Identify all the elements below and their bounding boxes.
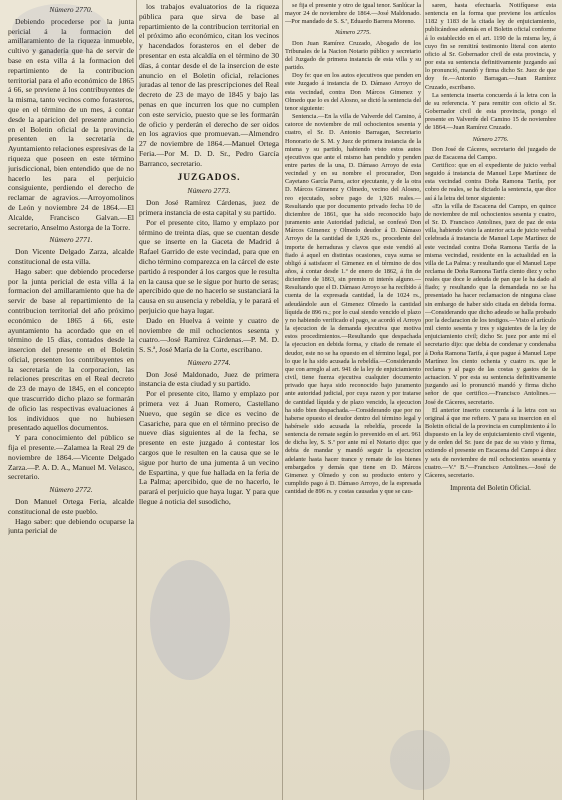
paragraph: El anterior inserto concuerda á la letra con su original á que me refiero. Y para su insercion en el Boletin oficial de la provincia en cumplimiento á lo dispuesto en la ley de enjuiciamiento civil vigente, y de orden del Sr. juez de paz de su visto y firma, extiendo el presente en Escacena del Campo á diez y seis de noviembre de mil ochocientos sesenta y cuatro.—V.º B.º—Francisco Antolines.—José de Cáceres, secretario. — [425, 406, 556, 479]
notice-number: Número 2773. — [187, 186, 231, 196]
notice-number: Número 2776. — [472, 135, 509, 143]
paragraph: Dado en Huelva á veinte y cuatro de noviembre de mil ochocientos sesenta y cuatro.—José Ramírez Cárdenas.—P. M. D. S. S.ª, José María de la Corte, escribano. — [139, 315, 279, 355]
paragraph: Hago saber: que debiendo procederse por la junta pericial de esta villa á la formacion del amillaramiento que ha de servir de base al repartimiento de la contribucion territorial del año próximo económico de 1865 á 66, este ayuntamiento ha acordado que en el término de 15 días, contados desde la insercion del presente en el Boletin oficial, presenten los contribuyentes en la secretaría de la corporacion, las relaciones prescritas en el Real decreto de 23 de mayo de 1845, en el concepto que trascurrido dicho plazo se formarán de oficio las respectivas evaluaciones á los individuos que no hubiesen presentado aquellos documentos. — [8, 266, 134, 433]
paragraph: Hago saber: que debiendo ocuparse la junta pericial de — [8, 516, 134, 536]
notice-number: Número 2771. — [49, 235, 93, 245]
paragraph: se fija el presente y otro de igual tenor. Sanlúcar la mayor 24 de noviembre de 1864.—José Maldonado.—Por mandado de S. S.ª, Eduardo Barrera Moreno. — [285, 2, 421, 26]
paragraph: La sentencia inserta concuerda á la letra con la de su referencia. Y para remitir con oficio al Sr. Gobernador civil de esta provincia, pongo el presente en Valverde del Camino 15 de noviembre de 1864.—Juan Ramírez Cruzado. — [425, 91, 556, 132]
column-4 — [425, 2, 556, 798]
paragraph: Certifico: que en el expediente de juicio verbal seguido á instancia de Manuel Lepe Martínez de esta vecindad contra Doña Ramona Tarifa, por cobro de reales, se ha dictado la sentencia, que dice así á la letra del tenor siguiente: — [425, 161, 556, 202]
paragraph: Sentencia.—En la villa de Valverde del Camino, á catorce de noviembre de mil ochocientos sesenta y cuatro, el Sr. D. Antonio Barragan, Secretario Honorario de S. M. y Juez de primera instancia de la misma y su partido, habiendo visto estos autos ejecutivos que ante el mismo han pendido y penden entre partes de la una, D. Dámaso Arroyo de esta vecindad y en su nombre el procurador, Don Cayetano García Parra, actor ejecutante, y de la otra D. Márcos Gimenez y Olmedo, vecino del Alosno, reo ejecutado, sobre pago de 1,926 reales.—Resultando que por documento privado fecha 10 de diciembre de 1861, que ha sido reconocido bajo juramento ante Autoridad judicial, se confesó Don Márcos Gimenez y Olmedo deudor á D. Dámaso Arroyo de la cantidad de 1,926 rs., procedente del importe de herraduras y clavos que este vendió al fiado á aquel en distintas ocasiones, cuya suma se obligó á satisfacer el Gimenez en el término de dos años, á contar desde 1.º de enero de 1862, á fin de diciembre de 1863, sin premio ni interés alguno.—Resultando que el D. Dámaso Arroyo se ha recibido á cuenta de la expresada cantidad, la de 1024 rs., adeudándole aun el Gimenez Olmedo la cantidad líquida de 896 rs.; por lo cual siendo vencido el plazo y no habiendo verificado el pago, se acordó el Arroyo la ejecucion de la demanda ejecutiva que motiva estos procedimientos.—Resultando que despachada la ejecucion en debida forma, y citado de remate el deudor, este no se ha opuesto en el término legal, por lo que le ha sido acusada la rebeldía.—Considerando que con arreglo al art. 941 de la ley de enjuiciamiento civil, tiene fuerza ejecutiva cualquier documento privado que haya sido reconocido bajo juramento ante autoridad judicial, por cuya razon y por tratarse de cantidad líquida y de plazo vencido, la ejecucion ha sido bien despachada.—Considerando que por no haberse opuesto el deudor dentro del término legal y habérsele sido acusada la rebeldía, procede la sentencia de remate según lo prevenido en el art. 961 de dicha ley, S. S.ª por ante mí el Notario dijo: que debia de mandar y mandó seguir la ejecucion adelante hasta hacer trance y remate de los bienes embargados y demás que tiene en D. Márcos Gimenez y Olmedo y con su producto entero y cumplido pago á D. Dámaso Arroyo, de la espresada cantidad de 896 rs. y costas causadas y que se cau- — [285, 113, 421, 496]
paragraph: Y para conocimiento del público se fija el presente.—Zalamea la Real 29 de noviembre de 1864.—Vicente Delgado Zarza.—P. A. D. A., Manuel M. Velasco, secretario. — [8, 433, 134, 482]
column-3 — [285, 2, 421, 798]
column-2 — [139, 2, 279, 798]
column-1 — [8, 2, 134, 798]
notice-number: Número 2772. — [49, 485, 93, 495]
column-rule — [423, 0, 424, 800]
paragraph: Debiendo procederse por la junta pericial á la formacion del amillaramiento de la riqueza inmueble, cultivo y ganadería que ha de servir de base en esta villa á la formacion del repartimiento de la contribucion territorial para el año económico de 1865 á 66, se previene á los contribuyentes de la misma, tanto vecinos como forasteros, que en el término de un mes, á contar desde la aparicion del presente anuncio en el Boletin oficial de la provincia, presenten en la secretaría de Ayuntamiento relaciones espresivas de la riqueza que poseen en este término jurisdiccional, bien entendido que de no hacerlo les para el perjuicio consiguiente, perdiendo el derecho de reclamar de agravios.—Arroyomolinos de León y noviembre 24 de 1864.—El Alcalde, Francisco Galvan.—El secretario, Anselmo Astorga de la Torre. — [8, 16, 134, 232]
printer-imprint: Imprenta del Boletin Oficial. — [450, 484, 531, 493]
column-rule — [136, 0, 137, 800]
paragraph: Don Juan Ramírez Cruzado, Abogado de los Tribunales de la Nacion Notario público y secretario del Juzgado de primera instancia de esta villa y su partido. — [285, 39, 421, 72]
paragraph: saren, hasta efectuarla. Notifíquese esta sentencia en la forma que previene los artículos 1182 y 1183 de la citada ley de enjuiciamiento, publicándose además en el Boletin oficial conforme á lo establecido en el art. 1190 de la misma ley, á cuyo fin se remitirá testimonio literal con atento oficio al Sr. Gobernador civil de esta provincia, y por esta su sentencia definitivamente juzgando así lo pronunció, mandó y firma dicho Sr. Juez de que doy fe.—Antonio Barragan.—Juan Ramírez Cruzado, escribano. — [425, 2, 556, 91]
paragraph: Don Manuel Ortega Feria, alcalde constitucional de este pueblo. — [8, 497, 134, 516]
notice-number: Número 2770. — [49, 5, 93, 14]
paragraph: Don José de Cáceres, secretario del juzgado de paz de Escacena del Campo. — [425, 145, 556, 161]
paragraph: Don José Maldonado, Juez de primera instancia de esta ciudad y su partido. — [139, 369, 279, 389]
notice-number: Número 2775. — [335, 29, 371, 37]
section-heading: JUZGADOS. — [177, 172, 241, 183]
column-rule — [282, 0, 283, 800]
paragraph: «En la villa de Escacena del Campo, en quince de noviembre de mil ochocientos sesenta y cuatro, el Sr. D. Francisco Antolines, juez de paz de esta villa, habiendo visto la anterior acta de juicio verbal celebrada á instancia de Manuel Lepe Martínez de este vecindad contra Doña Ramona Tarifa de la misma vecindad, residente en la actualidad en la villa de La Palma: y resultando que el Manuel Lepe reclama de Doña Ramona Tarifa ciento diez y ocho reales que doce le adeuda de pan que le ha dado al fiado; y resultando que la demandada no se ha presentado ha hacer reclamacion de ninguna clase sin embargo de haber sido citada en debida forma.—Considerando que dicho adeudo se halla probado por la declaracion de los testigos.—Visto el artículo mil ciento sesenta y tres y siguientes de la ley de enjuiciamiento civil; dicho Sr. juez por ante mí el secretario dijo: que debia de condenar y condenaba á Doña Ramona Tarifa, á que pague á Manuel Lepe Martínez los ciento ochenta y cuatro rs. que le reclama y al pago de las costas y gastos de la actuacion. Y por esta su sentencia definitivamente juzgando así lo pronunció mandó y firma dicho señor de que certifico.—Francisco Antolines.—José de Cáceres, secretario. — [425, 202, 556, 406]
paragraph: Por el presente cito, llamo y emplazo por término de treinta días, que se cuentan desde que se inserte en la Gaceta de Madrid á Rafael Garrido de este vecindad, para que en dicho término comparezca en la cárcel de este partido á responder á los cargos que le resulta en la causa que se le sigue por hurto de seras; apercibido que de no hacerlo se sustanciará la causa en su ausencia y rebeldía, y le parará el perjuicio que haya lugar. — [139, 217, 279, 315]
paragraph: Don José Ramírez Cárdenas, juez de primera instancia de esta capital y su partido. — [139, 198, 279, 217]
paragraph: Don Vicente Delgado Zarza, alcalde constitucional de esta villa. — [8, 247, 134, 266]
paragraph: Doy fe: que en los autos ejecutivos que penden en este Juzgado á instancia de D. Dámaso Arroyo de esta vecindad, contra Don Márcos Gimenez y Olmedo que lo es del Alosno, se dictó la sentencia del tenor siguiente: — [285, 72, 421, 112]
paragraph: los trabajos evaluatorios de la riqueza pública para que sirva de base al repartimiento de la contribucion territorial en el próximo año económico, citan los vecinos y hacendados forasteros en el deber de presentar en esta alcaldía en el término de 30 días, á contar desde el de la insercion de este anuncio en el Boletin oficial, relaciones juradas al tenor de las prescripciones del Real decreto de 23 de mayo de 1845 y bajo las penas en que incurren los que no cumplen con este servicio, puesto que se les formarán de oficio y perderán el derecho de ser oidos en los agravios que promuevan.—Almendro 27 de noviembre de 1864.—Manuel Ortega Feria.—Por M. D. D. Sr., Pedro García Barranco, secretario. — [139, 2, 279, 168]
notice-number: Número 2774. — [187, 357, 231, 367]
paragraph: Por el presente cito, llamo y emplazo por primera vez á Juan Romero, Castellano Nuevo, que según se dice es vecino de Casariche, para que en el término preciso de nueve días siguientes al de la fecha, se presente en este juzgado á contestar los cargos que le resulten en la causa que se le sigue por hurto de una jumenta á un vecino de Espartina, y que fue hallada en la feria de La Palma; apercibido, que de no hacerlo, le parará el perjuicio que haya lugar. Y para que llegue á noticia del susodicho, — [139, 389, 279, 507]
